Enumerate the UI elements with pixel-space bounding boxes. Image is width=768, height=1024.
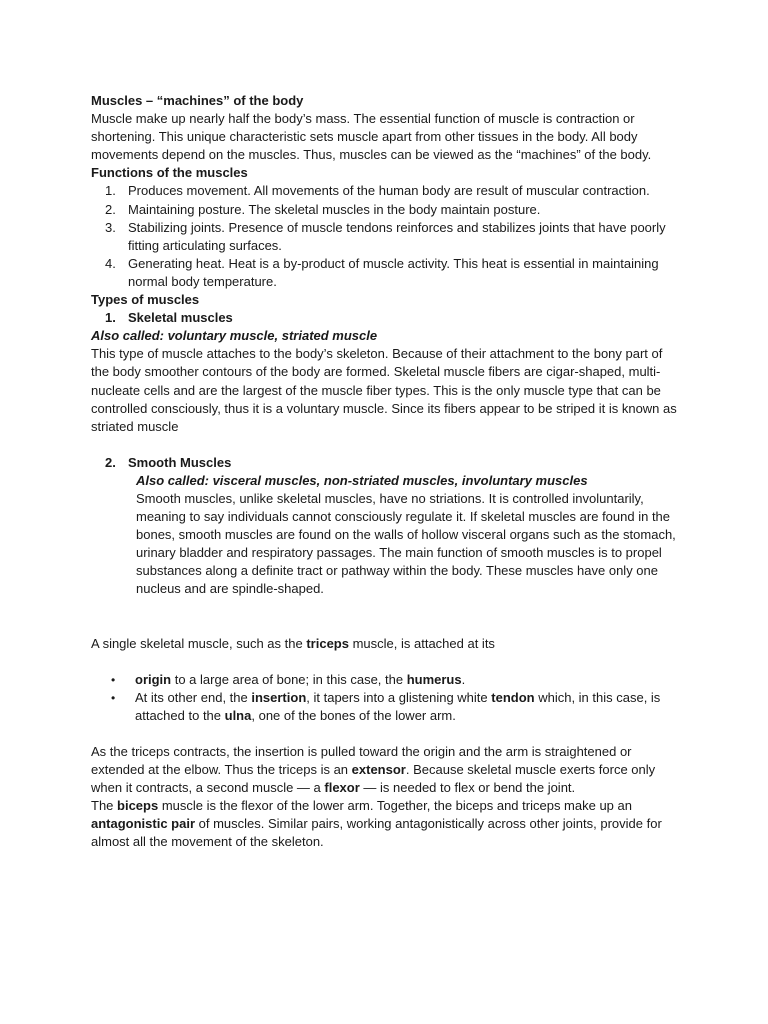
list-item: 3. Stabilizing joints. Presence of muscle tendons reinforces and stabilizes joints that have poorly fitting articulating surfaces. [105,219,666,253]
list-item: 2. Maintaining posture. The skeletal muscles in the body maintain posture. [105,201,541,217]
smooth-heading: 2. Smooth Muscles [105,454,232,470]
list-item: • origin to a large area of bone; in this case, the humerus. [111,671,466,687]
smooth-paragraph: Smooth muscles, unlike skeletal muscles, have no striations. It is controlled involuntarily, meaning to say individuals cannot consciously regulate it. If skeletal muscles are found in the bones, smooth muscles are found on the walls of hollow visceral organs such as the stomach, urinary bladder and respiratory passages. The main function of smooth muscles is to propel substances along a definite tract or pathway within the body. These muscles have only one nucleus and are spindle-shaped. [136,490,676,597]
list-item: • At its other end, the insertion, it tapers into a glistening white tendon which, in this case, is attached to the ulna, one of the bones of the lower arm. [111,689,661,723]
types-heading: Types of muscles [91,292,200,308]
skeletal-also-called: Also called: voluntary muscle, striated muscle [91,328,378,344]
skeletal-heading: 1. Skeletal muscles [105,310,233,326]
biceps-paragraph: The biceps muscle is the flexor of the lower arm. Together, the biceps and triceps make up an antagonistic pair of muscles. Similar pairs, working antagonistically across other joints, provide for almost all the movement of the skeleton. [91,798,662,850]
extensor-paragraph: As the triceps contracts, the insertion is pulled toward the origin and the arm is straightened or extended at the elbow. Thus the triceps is an extensor. Because skeletal muscle exerts force only when it contracts, a second muscle — a flexor — is needed to flex or bend the joint. [91,743,656,796]
list-item: 4. Generating heat. Heat is a by-product of muscle activity. This heat is essential in maintaining normal body temperature. [105,255,659,289]
intro-paragraph: Muscle make up nearly half the body’s mass. The essential function of muscle is contraction or shortening. This unique characteristic sets muscle apart from other tissues in the body. All body movements depend on the muscles. Thus, muscles can be viewed as the “machines” of the body. [91,111,652,163]
attachment-list [91,671,678,725]
functions-heading: Functions of the muscles [91,165,248,181]
triceps-intro: A single skeletal muscle, such as the triceps muscle, is attached at its [91,635,495,651]
skeletal-paragraph: This type of muscle attaches to the body’s skeleton. Because of their attachment to the bony part of the body smoother contours of the body are formed. Skeletal muscle fibers are cigar-shaped, multi-nucleate cells and are the largest of the muscle fiber types. This is the only muscle type that can be controlled consciously, thus it is a voluntary muscle. Since its fibers appear to be striped it is known as striated muscle [91,346,677,434]
document-title: Muscles – “machines” of the body [91,93,304,108]
functions-list [91,182,678,291]
list-item: 1. Produces movement. All movements of the human body are result of muscular contraction. [105,183,650,199]
smooth-also-called: Also called: visceral muscles, non-striated muscles, involuntary muscles [136,472,588,488]
